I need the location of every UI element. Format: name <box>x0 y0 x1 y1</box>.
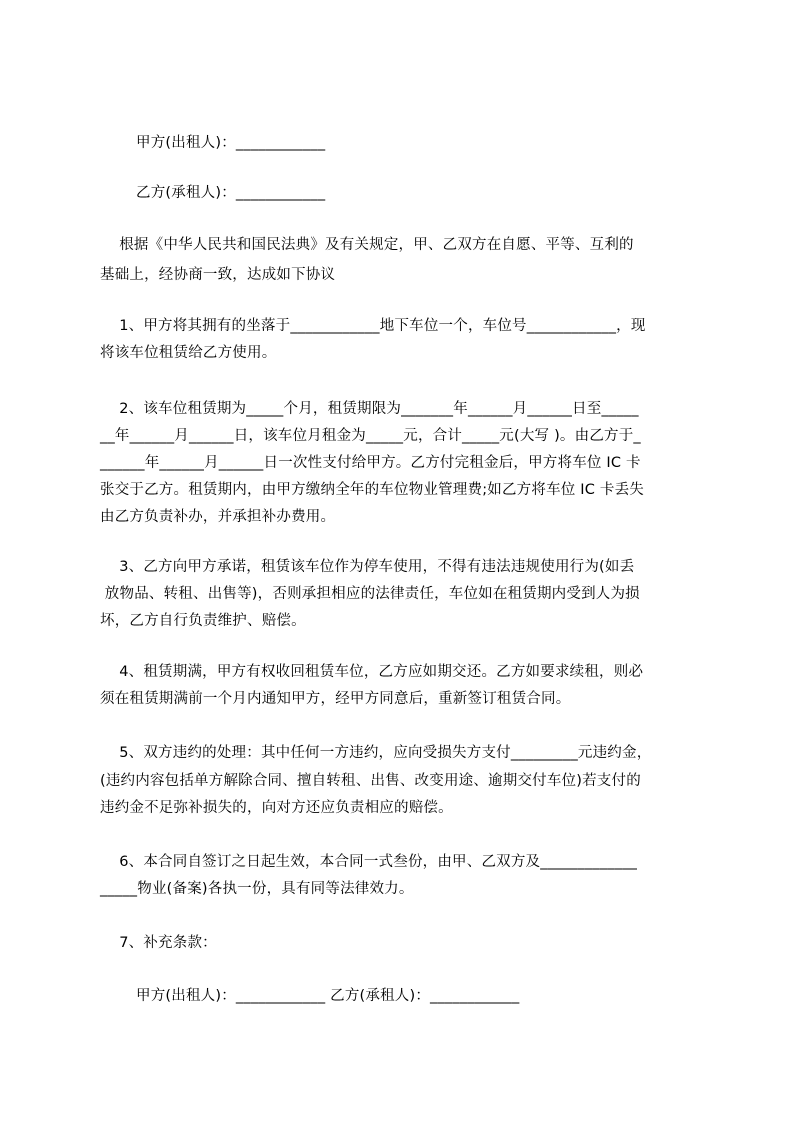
clause-3-line-3: 坏，乙方自行负责维护、赔偿。 <box>100 613 306 629</box>
clause-6-line-2: _____物业(备案)各执一份，具有同等法律效力。 <box>100 881 414 897</box>
party-b-line: 乙方(承租人)：____________ <box>136 185 326 201</box>
clause-5-line-3: 违约金不足弥补损失的，向对方还应负责相应的赔偿。 <box>100 800 453 816</box>
clause-2-line-1: 2、该车位租赁期为_____个月，租赁期限为_______年______月______日至_____ <box>100 401 639 417</box>
signature-line: 甲方(出租人)：____________ 乙方(承租人)：____________ <box>136 988 520 1004</box>
clause-1-line-1: 1、甲方将其拥有的坐落于____________地下车位一个，车位号____________，现 <box>100 318 646 334</box>
clause-4-line-2: 须在租赁期满前一个月内通知甲方，经甲方同意后，重新签订租赁合同。 <box>100 691 571 707</box>
clause-2-line-4: 张交于乙方。租赁期内，由甲方缴纳全年的车位物业管理费;如乙方将车位 IC 卡丢失 <box>100 482 645 498</box>
clause-5-line-2: (违约内容包括单方解除合同、擅自转租、出售、改变用途、逾期交付车位)若支付的 <box>100 773 641 789</box>
party-a-line: 甲方(出租人)：____________ <box>136 135 326 151</box>
clause-7: 7、补充条款： <box>100 935 217 951</box>
clause-2-line-2: __年______月______日，该车位月租金为_____元，合计_____元(大写 )。由乙方于_ <box>100 428 641 444</box>
clause-3-line-2: 放物品、转租、出售等)，否则承担相应的法律责任，车位如在租赁期内受到人为损 <box>100 586 640 602</box>
intro-line-2: 基础上，经协商一致，达成如下协议 <box>100 267 336 283</box>
clause-2-line-5: 由乙方负责补办，并承担补办费用。 <box>100 509 336 525</box>
clause-6-line-1: 6、本合同自签订之日起生效，本合同一式叁份，由甲、乙双方及_____________ <box>100 854 638 870</box>
clause-2-line-3: ______年______月______日一次性支付给甲方。乙方付完租金后，甲方将车位 IC 卡 <box>100 455 641 471</box>
intro-line-1: 根据《中华人民共和国民法典》及有关规定，甲、乙双方在自愿、平等、互利的 <box>100 237 634 253</box>
clause-4-line-1: 4、租赁期满，甲方有权收回租赁车位，乙方应如期交还。乙方如要求续租，则必 <box>100 664 644 680</box>
clause-1-line-2: 将该车位租赁给乙方使用。 <box>100 345 277 361</box>
clause-5-line-1: 5、双方违约的处理：其中任何一方违约，应向受损失方支付_________元违约金， <box>100 745 652 761</box>
clause-3-line-1: 3、乙方向甲方承诺，租赁该车位作为停车使用，不得有违法违规使用行为(如丢 <box>100 559 635 575</box>
